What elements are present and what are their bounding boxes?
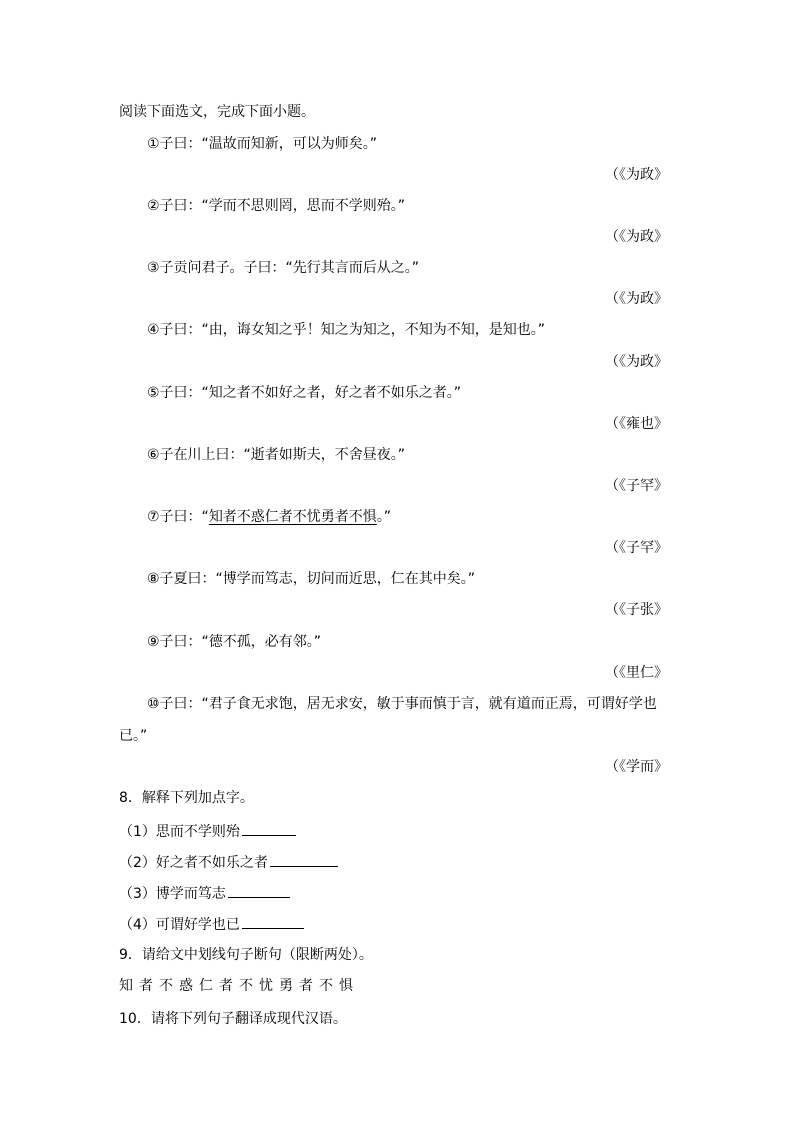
passage-item-3: ③子贡问君子。子曰：“先行其言而后从之。” bbox=[147, 260, 420, 276]
passage-source-4: （《为政》 bbox=[605, 354, 668, 370]
passage-item-5: ⑤子曰：“知之者不如好之者，好之者不如乐之者。” bbox=[147, 385, 462, 401]
answer-blank-2[interactable] bbox=[270, 852, 338, 867]
passage-source-2: （《为政》 bbox=[605, 229, 668, 245]
passage-source-6: （《子罕》 bbox=[605, 478, 668, 494]
passage-source-10: （《学而》 bbox=[605, 759, 668, 775]
question-8-sub-3 bbox=[0, 883, 794, 903]
passage-item-8: ⑧子夏曰：“博学而笃志，切问而近思，仁在其中矣。” bbox=[147, 571, 476, 587]
question-8-title: 8．解释下列加点字。 bbox=[119, 790, 254, 806]
passage-item-10-continuation: 已。” bbox=[119, 728, 148, 744]
underlined-sentence: 知者不惑仁者不忧勇者不惧 bbox=[208, 509, 377, 525]
passage-item-4: ④子曰：“由，诲女知之乎！知之为知之，不知为不知，是知也。” bbox=[147, 322, 546, 338]
passage-item-7 bbox=[0, 508, 794, 526]
question-8-sub-1 bbox=[0, 821, 794, 841]
passage-item-2: ②子曰：“学而不思则罔，思而不学则殆。” bbox=[147, 198, 406, 214]
question-10-title: 10．请将下列句子翻译成现代汉语。 bbox=[119, 1011, 347, 1027]
passage-item-6: ⑥子在川上曰：“逝者如斯夫，不舍昼夜。” bbox=[147, 447, 406, 463]
answer-blank-4[interactable] bbox=[242, 914, 304, 929]
passage-source-9: （《里仁》 bbox=[605, 665, 668, 681]
passage-source-5: （《雍也》 bbox=[605, 416, 668, 432]
question-9-sentence: 知者不惑仁者不忧勇者不惧 bbox=[119, 978, 359, 994]
passage-item-10: ⑩子曰：“君子食无求饱，居无求安，敏于事而慎于言，就有道而正焉，可谓好学也 bbox=[147, 696, 657, 712]
question-8-sub-1-text: （1）思而不学则殆 bbox=[119, 824, 240, 840]
reading-instruction: 阅读下面选文，完成下面小题。 bbox=[119, 104, 315, 120]
passage-item-7-prefix: ⑦子曰：“ bbox=[147, 509, 209, 525]
passage-item-1: ①子曰：“温故而知新，可以为师矣。” bbox=[147, 136, 378, 152]
question-8-sub-2 bbox=[0, 852, 794, 872]
question-9-title: 9．请给文中划线句子断句（限断两处）。 bbox=[119, 947, 373, 963]
question-8-sub-4 bbox=[0, 914, 794, 934]
question-8-sub-3-text: （3）博学而笃志 bbox=[119, 886, 226, 902]
passage-source-3: （《为政》 bbox=[605, 291, 668, 307]
question-8-sub-2-text: （2）好之者不如乐之者 bbox=[119, 855, 268, 871]
passage-source-8: （《子张》 bbox=[605, 602, 668, 618]
passage-item-9: ⑨子曰：“德不孤，必有邻。” bbox=[147, 634, 322, 650]
answer-blank-3[interactable] bbox=[228, 883, 290, 898]
passage-source-7: （《子罕》 bbox=[605, 540, 668, 556]
passage-item-7-suffix: 。” bbox=[376, 509, 392, 525]
passage-source-1: （《为政》 bbox=[605, 167, 668, 183]
answer-blank-1[interactable] bbox=[242, 821, 296, 836]
question-8-sub-4-text: （4）可谓好学也已 bbox=[119, 917, 240, 933]
